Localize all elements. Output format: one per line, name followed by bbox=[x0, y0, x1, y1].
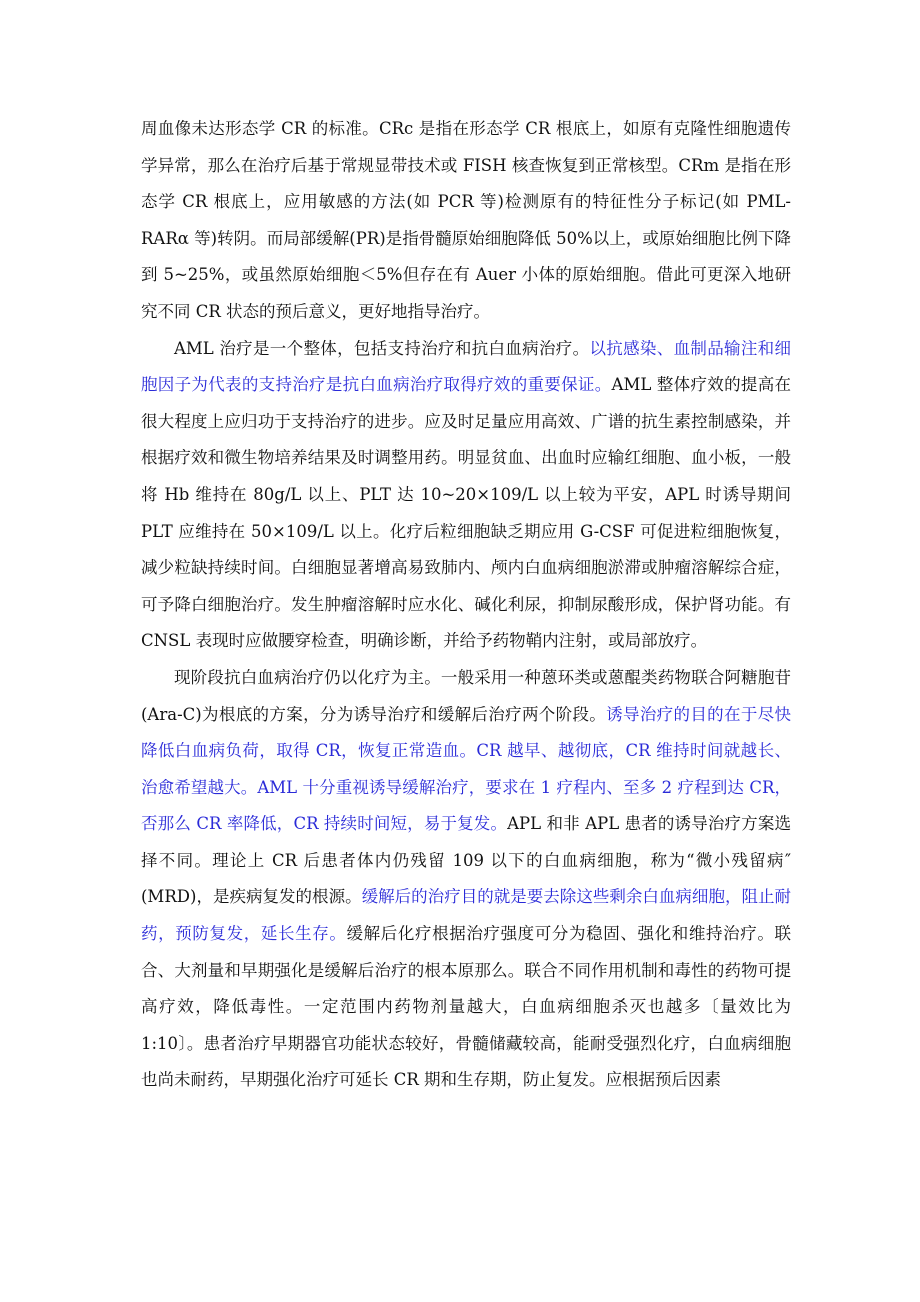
paragraph-3-text-a: 现阶段抗白血病治疗仍以化疗为主。一般采用一种蒽环类或蒽醌类药物联合阿糖胞苷(Ara-C)为根底的方案，分为诱导治疗和缓解后治疗两个阶段。 bbox=[141, 667, 791, 724]
paragraph-3-text-c: 缓解后化疗根据治疗强度可分为稳固、强化和维持治疗。联合、大剂量和早期强化是缓解后治疗的根本原那么。联合不同作用机制和毒性的药物可提高疗效，降低毒性。一定范围内药物剂量越大，白血病细胞杀灭也越多〔量效比为 1:10〕。患者治疗早期器官功能状态较好，骨髓储藏较高，能耐受强烈化疗，白血病细胞也尚未耐药，早期强化治疗可延长 CR 期和生存期，防止复发。应根据预后因素 bbox=[141, 924, 792, 1090]
paragraph-2-text-b: AML 整体疗效的提高在很大程度上应归功于支持治疗的进步。应及时足量应用高效、广谱的抗生素控制感染，并根据疗效和微生物培养结果及时调整用药。明显贫血、出血时应输红细胞、血小板，一般将 Hb 维持在 80g/L 以上、PLT 达 10~20×109/L 以上较为平安，APL 时诱导期间 PLT 应维持在 50×109/L 以上。化疗后粒细胞缺乏期应用 G-CSF 可促进粒细胞恢复，减少粒缺持续时间。白细胞显著增高易致肺内、颅内白血病细胞淤滞或肿瘤溶解综合症，可予降白细胞治疗。发生肿瘤溶解时应水化、碱化利尿，抑制尿酸形成，保护肾功能。有 CNSL 表现时应做腰穿检查，明确诊断，并给予药物鞘内注射，或局部放疗。 bbox=[141, 375, 792, 651]
paragraph-2-text-a: AML 治疗是一个整体，包括支持治疗和抗白血病治疗。 bbox=[174, 338, 590, 358]
paragraph-3-highlight-b: 缓解后的治疗目的就是要去除这些剩余白血病细胞，阻止耐药，预防复发，延长生存。 bbox=[141, 887, 792, 944]
paragraph-3-text-b: APL 和非 APL 患者的诱导治疗方案选择不同。理论上 CR 后患者体内仍残留 109 以下的白血病细胞，称为“微小残留病″ (MRD)，是疾病复发的根源。 bbox=[141, 814, 791, 907]
paragraph-1 bbox=[141, 111, 791, 331]
paragraph-2 bbox=[141, 331, 791, 660]
paragraph-1-text: 周血像未达形态学 CR 的标准。CRc 是指在形态学 CR 根底上，如原有克隆性细胞遗传学异常，那么在治疗后基于常规显带技术或 FISH 核查恢复到正常核型。CRm 是指在形态学 CR 根底上，应用敏感的方法(如 PCR 等)检测原有的特征性分子标记(如 PML-RARα 等)转阴。而局部缓解(PR)是指骨髓原始细胞降低 50%以上，或原始细胞比例下降到 5~25%，或虽然原始细胞＜5%但存在有 Auer 小体的原始细胞。借此可更深入地研究不同 CR 状态的预后意义，更好地指导治疗。 bbox=[141, 119, 791, 321]
paragraph-3 bbox=[141, 660, 791, 1099]
document-body bbox=[141, 111, 791, 1099]
paragraph-2-highlight: 以抗感染、血制品输注和细胞因子为代表的支持治疗是抗白血病治疗取得疗效的重要保证。 bbox=[141, 338, 792, 395]
paragraph-3-highlight-a: 诱导治疗的目的在于尽快降低白血病负荷，取得 CR，恢复正常造血。CR 越早、越彻底，CR 维持时间就越长、治愈希望越大。AML 十分重视诱导缓解治疗，要求在 1 疗程内、至多 2 疗程到达 CR，否那么 CR 率降低，CR 持续时间短，易于复发。 bbox=[141, 704, 792, 834]
